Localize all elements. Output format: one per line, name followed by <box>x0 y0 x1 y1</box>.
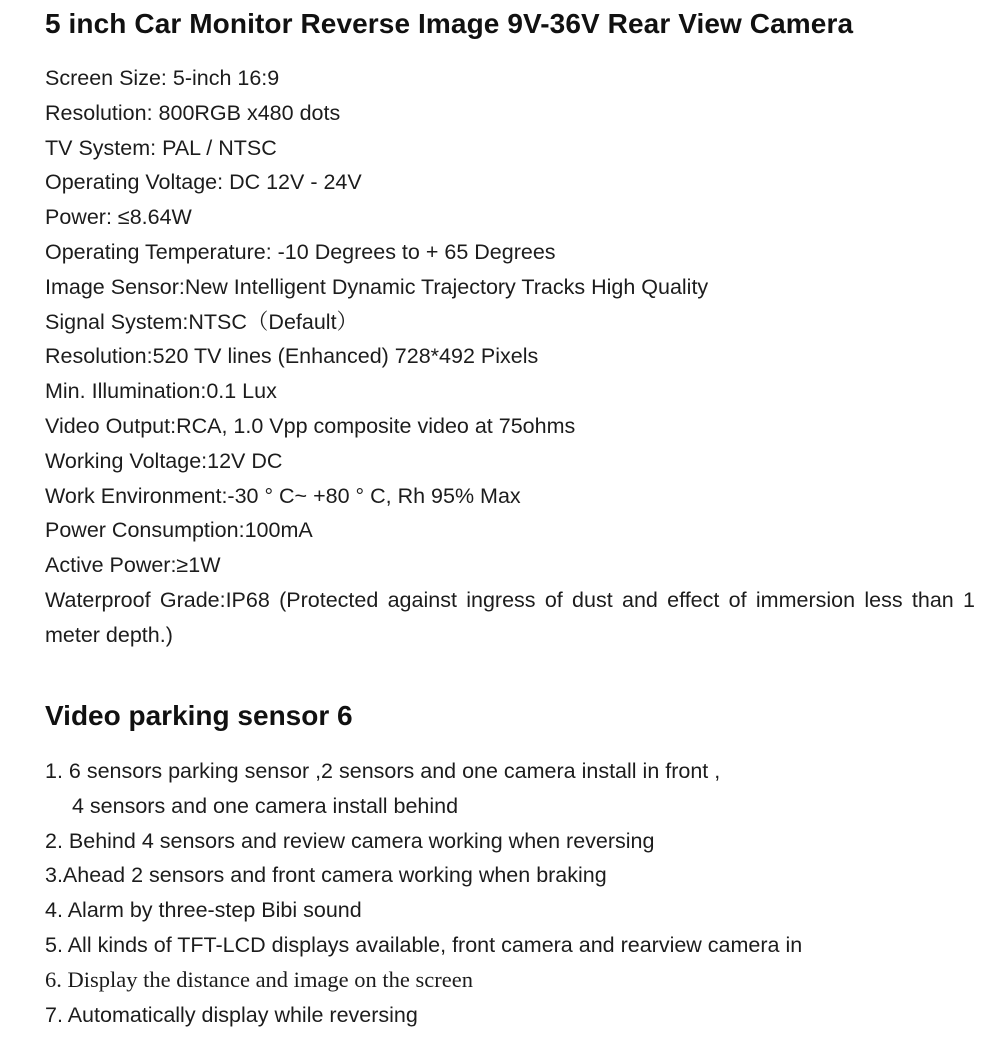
spec-item: Min. Illumination:0.1 Lux <box>45 379 277 404</box>
spec-item: Video Output:RCA, 1.0 Vpp composite video at 75ohms <box>45 413 576 438</box>
spec-item: Waterproof Grade:IP68 (Protected against ingress of dust and effect of immersion less than 1 meter depth.) <box>45 587 975 647</box>
feature-item: 2. Behind 4 sensors and review camera working when reversing <box>45 828 655 853</box>
spec-item: Resolution:520 TV lines (Enhanced) 728*492 Pixels <box>45 344 539 369</box>
feature-list <box>45 754 975 1032</box>
feature-item: 5. All kinds of TFT-LCD displays available, front camera and rearview camera in <box>45 932 803 957</box>
feature-item: 7. Automatically display while reversing <box>45 1002 418 1027</box>
spec-item: Operating Voltage: DC 12V - 24V <box>45 170 362 195</box>
spec-list <box>45 61 975 653</box>
spec-item: Resolution: 800RGB x480 dots <box>45 100 341 125</box>
feature-item: 1. 6 sensors parking sensor ,2 sensors and one camera install in front , <box>45 759 721 783</box>
spec-item: Operating Temperature: -10 Degrees to + 65 Degrees <box>45 239 556 264</box>
spec-item: Working Voltage:12V DC <box>45 448 283 473</box>
spec-item: Power: ≤8.64W <box>45 205 192 230</box>
section-title: Video parking sensor 6 <box>45 700 353 731</box>
spec-item: Screen Size: 5-inch 16:9 <box>45 66 280 90</box>
spec-item: Signal System:NTSC（Default） <box>45 309 359 334</box>
spec-item: Power Consumption:100mA <box>45 518 313 543</box>
spec-item: Active Power:≥1W <box>45 553 221 578</box>
feature-item: 6. Display the distance and image on the screen <box>45 966 473 992</box>
feature-item: 4. Alarm by three-step Bibi sound <box>45 898 362 923</box>
spec-item: TV System: PAL / NTSC <box>45 135 277 160</box>
page-title: 5 inch Car Monitor Reverse Image 9V-36V Rear View Camera <box>45 8 854 39</box>
feature-item: 3.Ahead 2 sensors and front camera working when braking <box>45 863 607 888</box>
spec-item: Image Sensor:New Intelligent Dynamic Trajectory Tracks High Quality <box>45 274 709 299</box>
spec-item: Work Environment:-30 ° C~ +80 ° C, Rh 95% Max <box>45 483 521 508</box>
feature-item-continuation: 4 sensors and one camera install behind <box>72 793 459 818</box>
